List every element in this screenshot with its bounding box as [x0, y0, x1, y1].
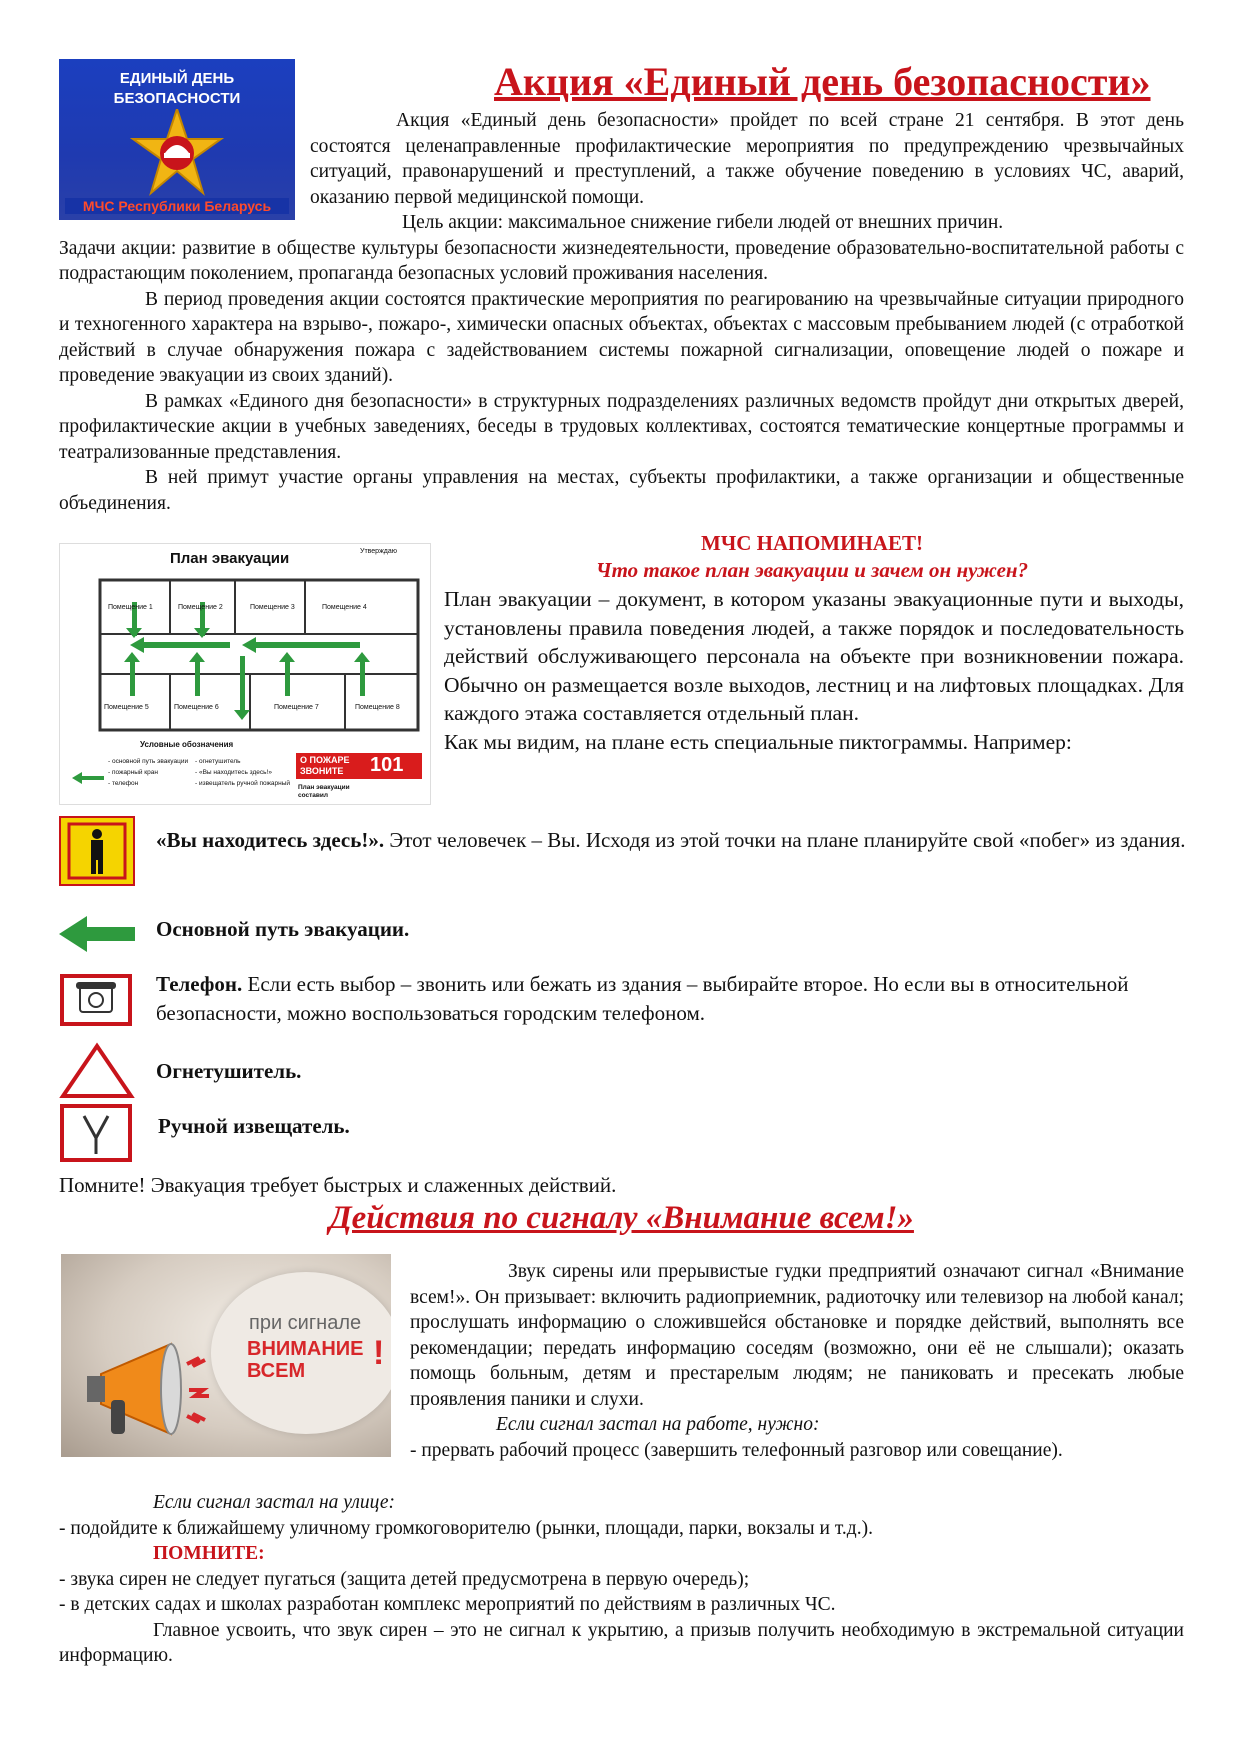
manual-detector-icon: [60, 1104, 132, 1162]
reminder-text: [444, 585, 1184, 756]
plan-room-label: Помещение 3: [250, 604, 295, 611]
plan-legend-item: - телефон: [108, 780, 139, 787]
signal-title: Действия по сигналу «Внимание всем!»: [329, 1200, 914, 1236]
logo-caption: МЧС Республики Беларусь: [65, 198, 289, 214]
phone-text: Если есть выбор – звонить или бежать из здания – выбирайте второе. Но если вы в относительной безопасности, можно воспользоваться городским телефоном.: [156, 972, 1129, 1025]
page-title: Акция «Единый день безопасности»: [494, 59, 1151, 104]
extinguisher-triangle-icon: [59, 1042, 135, 1100]
bubble-word-all: ВСЕМ: [247, 1360, 306, 1382]
extinguisher-label: Огнетушитель.: [156, 1059, 302, 1083]
signal-bubble: [211, 1272, 391, 1434]
plan-legend-item: - «Вы находитесь здесь!»: [195, 769, 272, 776]
signal-remember-heading: ПОМНИТЕ:: [153, 1543, 265, 1564]
logo-image: [59, 59, 295, 220]
signal-remember-2: - в детских садах и школах разработан комплекс мероприятий по действиям в различных ЧС.: [59, 1594, 836, 1615]
star-emblem-icon: [117, 109, 237, 197]
fire-call-number: 101: [370, 754, 404, 776]
bubble-word-attention: ВНИМАНИЕ: [247, 1338, 364, 1360]
logo-line2: БЕЗОПАСНОСТИ: [113, 90, 241, 107]
plan-approved: Утверждаю: [360, 548, 397, 555]
plan-legend-item: - огнетушитель: [195, 758, 241, 765]
bubble-line1: при сигнале: [249, 1312, 362, 1334]
signal-rest: [59, 1490, 1184, 1669]
signal-street-heading: Если сигнал застал на улице:: [153, 1492, 396, 1513]
plan-title: План эвакуации: [170, 550, 290, 567]
icon-row-here: [156, 826, 1186, 855]
plan-legend-left: [108, 756, 188, 789]
signal-final: Главное усвоить, что звук сирен – это не сигнал к укрытию, а призыв получить необходимую в экстремальной ситуации информацию.: [59, 1619, 1184, 1666]
intro-p5: В рамках «Единого дня безопасности» в структурных подразделениях различных ведомств пройдут дни открытых дверей, профилактические акции в учебных заведениях, беседы в трудовых коллективах, состоятся тематические концертные программы и театрализованные представления.: [59, 390, 1184, 463]
logo-text: [59, 69, 295, 109]
detector-label: Ручной извещатель.: [158, 1114, 350, 1138]
here-label: «Вы находитесь здесь!».: [156, 828, 385, 852]
plan-legend-item: - извещатель ручной пожарный: [195, 780, 291, 787]
here-text: Этот человечек – Вы. Исходя из этой точки на плане планируйте свой «побег» из здания.: [384, 828, 1186, 852]
route-label: Основной путь эвакуации.: [156, 917, 410, 941]
intro-p1: Акция «Единый день безопасности» пройдет по всей стране 21 сентября. В этот день состоятся целенаправленные профилактические мероприятия по предупреждению чрезвычайных ситуаций, правонарушений и преступлений, а также обучение поведению в условиях ЧС, аварий, оказанию первой медицинской помощи.: [310, 110, 1184, 208]
signal-work-heading: Если сигнал застал на работе, нужно:: [496, 1414, 820, 1435]
reminder-subheading: Что такое план эвакуации и зачем он нужен?: [595, 558, 1029, 582]
intro-p2: Цель акции: максимальное снижение гибели людей от внешних причин.: [402, 212, 1004, 233]
plan-room-label: Помещение 4: [322, 604, 367, 611]
intro-paragraph-1: [310, 108, 1184, 210]
icon-row-phone: [156, 970, 1186, 1028]
plan-legend-right: [195, 756, 290, 789]
logo-line1: ЕДИНЫЙ ДЕНЬ: [119, 70, 235, 87]
plan-legend-item: - основной путь эвакуации: [108, 758, 189, 765]
plan-room-label: Помещение 5: [104, 704, 149, 711]
intro-block: [59, 210, 1184, 516]
signal-remember-1: - звука сирен не следует пугаться (защита детей предусмотрена в первую очередь);: [59, 1568, 750, 1590]
reminder-p2: Как мы видим, на плане есть специальные пиктограммы. Например:: [444, 729, 1072, 754]
phone-label: Телефон.: [156, 972, 243, 996]
evacuation-plan-image: [59, 543, 431, 805]
plan-legend-title: Условные обозначения: [140, 740, 234, 749]
bubble-exclamation: !: [373, 1334, 385, 1372]
intro-p6: В ней примут участие органы управления на местах, субъекты профилактики, а также организации и общественные объединения.: [59, 467, 1184, 514]
siren-image: [61, 1254, 391, 1457]
intro-p3: Задачи акции: развитие в обществе культуры безопасности жизнедеятельности, проведение образовательно-воспитательной работы с подрастающим поколением, пропаганда безопасных условий проживания населения.: [59, 237, 1184, 284]
plan-room-label: Помещение 1: [108, 604, 153, 611]
evacuation-remember-line: Помните! Эвакуация требует быстрых и слаженных действий.: [59, 1173, 617, 1197]
plan-room-label: Помещение 7: [274, 704, 319, 711]
signal-intro: [410, 1259, 1184, 1463]
evacuation-route-arrow-icon: [59, 914, 135, 954]
plan-legend-item: - пожарный кран: [108, 769, 158, 776]
plan-room-label: Помещение 2: [178, 604, 223, 611]
megaphone-icon: [81, 1334, 231, 1444]
you-are-here-icon: [59, 816, 135, 886]
reminder-heading: МЧС НАПОМИНАЕТ!: [701, 531, 923, 555]
plan-footer: План эвакуации составил: [298, 784, 350, 799]
fire-call-box: [296, 753, 422, 779]
signal-street-item: - подойдите к ближайшему уличному громкоговорителю (рынки, площади, парки, вокзалы и т.д.).: [59, 1517, 873, 1539]
plan-room-label: Помещение 8: [355, 704, 400, 711]
signal-p1: Звук сирены или прерывистые гудки предприятий означают сигнал «Внимание всем!». Он призывает: включить радиоприемник, радиоточку или телевизор на любой канал; прослушать информацию о сложившейся обстановке и порядке действий, выполнять все рекомендации; передать информацию соседям (возможно, они её не слышали); оказать помощь больным, детям и престарелым людям; не паниковать и пресекать любые проявления паники и слухи.: [410, 1261, 1184, 1410]
telephone-icon: [60, 974, 132, 1026]
bubble-line2: [247, 1338, 364, 1382]
signal-work-item: - прервать рабочий процесс (завершить телефонный разговор или совещание).: [410, 1439, 1063, 1461]
fire-call-text: О ПОЖАРЕ ЗВОНИТЕ: [300, 755, 350, 776]
intro-p4: В период проведения акции состоятся практические мероприятия по реагированию на чрезвычайные ситуации природного и техногенного характера на взрыво-, пожаро-, химически опасных объектах, объектах с массовым пребыванием людей (с отработкой действий в случае обнаружения пожара с задействованием системы пожарной сигнализации, оповещение людей о пожаре и проведение эвакуации из своих зданий).: [59, 288, 1184, 386]
reminder-p1: План эвакуации – документ, в котором указаны эвакуационные пути и выходы, установлены правила поведения людей, а также порядок и последовательность действий обслуживающего персонала на объекте при возникновении пожара. Обычно он размещается возле выходов, лестниц и на лифтовых площадках. Для каждого этажа составляется отдельный план.: [444, 587, 1184, 725]
plan-room-label: Помещение 6: [174, 704, 219, 711]
